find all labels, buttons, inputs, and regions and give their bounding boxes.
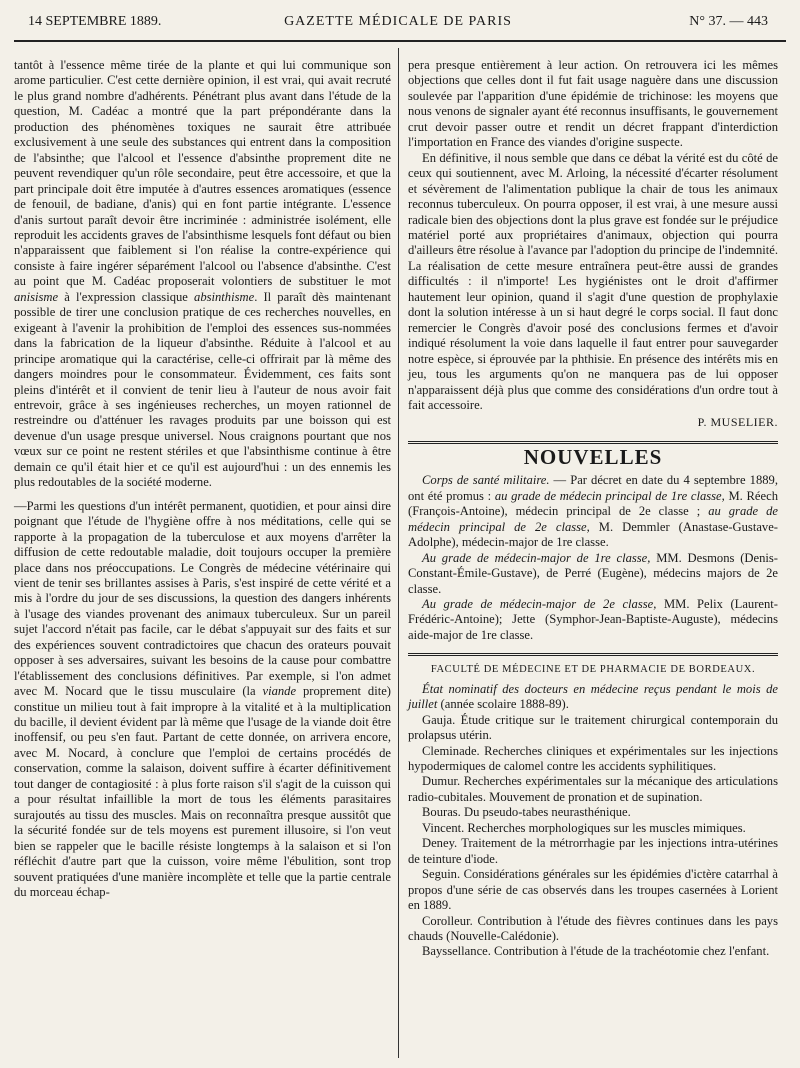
left-column <box>14 58 391 900</box>
major-second-class: Au grade de médecin-major de 2e classe, MM. Pelix (Laurent-Frédéric-Antoine); Jette (Symphor-Jean-Baptiste-Auguste), médecins aide-major de 1re classe. <box>408 596 778 642</box>
signature: P. MUSELIER. <box>697 415 778 430</box>
thesis-item: Corolleur. Contribution à l'étude des fièvres continues dans les pays chauds (Nouvelle-Calédonie). <box>408 913 778 944</box>
etat-nominatif: État nominatif des docteurs en médecine reçus pendant le mois de juillet (année scolaire 1888-89). <box>408 681 778 712</box>
thesis-item: Deney. Traitement de la métrorrhagie par les injections intra-utérines de teinture d'iode. <box>408 836 778 866</box>
theses-list <box>408 713 778 960</box>
page-header <box>28 14 768 36</box>
header-rule <box>14 40 786 42</box>
section-rule-2 <box>408 653 778 656</box>
issue-date: 14 SEPTEMBRE 1889. <box>28 14 162 29</box>
promotions-paragraph: Corps de santé militaire. — Par décret en date du 4 septembre 1889, ont été promus : au grade de médecin principal de 1re classe, M. Réech (François-Antoine), médecin principal de 2e classe ; au grade de médecin principal de 2e classe, M. Demmler (Anastase-Gustave-Adolphe), médecin-major de 1re classe. <box>408 473 778 550</box>
right-column <box>408 58 778 960</box>
continued-paragraph: pera presque entièrement à leur action. On retrouvera ici les mêmes objections que celles dont il fut fait usage naguère dans une discussion soulevée par l'apparition d'une épidémie de trichinose: les moyens que nous venons de signaler ayant été reconnus insuffisants, le gouvernement crut devoir passer outre et rendit un décret frappant d'interdiction l'importation en France des viandes d'origine suspecte. <box>408 58 778 150</box>
thesis-item: Dumur. Recherches expérimentales sur la mécanique des articulations radio-cubitales. Mouvement de pronation et de supination. <box>408 774 778 804</box>
thesis-item: Cleminade. Recherches cliniques et expérimentales sur les injections hypodermiques de calomel contre les accidents syphilitiques. <box>408 743 778 774</box>
thesis-item: Seguin. Considérations générales sur les épidémies d'ictère catarrhal à propos d'une série de cas observés dans les troupes casernées à Lorient en 1889. <box>408 867 778 913</box>
column-divider <box>398 48 399 1058</box>
absinthe-paragraph: tantôt à l'essence même tirée de la plante et qui lui communique son arome particulier. C'est cette dernière opinion, il est vrai, qui avait recruté le plus grand nombre d'adhérents. Pénétrant plus avant dans l'étude de la question, M. Cadéac a montré que la part prépondérante dans la production des phénomènes toxiques ne saurait être attribuée exclusivement à une seule des substances qui entrent dans la composition de l'absinthe; que l'alcool et l'essence d'absinthe proprement dite ne peuvent revendiquer qu'un rôle secondaire, peut être accessoire, et que la part principale doit être imputée à d'autres essences aromatiques (essence de fenouil, de badiane, d'anis) qui en font partie intégrante. L'essence d'anis surtout paraît devoir être incriminée : administrée isolément, elle reproduit les accidents graves de l'absinthisme lesquels font défaut ou bien n'apparaissent que faiblement si l'on réalise la contre-expérience qui consiste à faire ingérer séparément l'alcool ou l'absence d'absinthe. C'est au point que M. Cadéac proposerait volontiers de substituer le mot anisisme à l'expression classique absinthisme. Il paraît dès maintenant possible de tirer une conclusion pratique de ces recherches nouvelles, en exigeant à l'avenir la prohibition de l'emploi des essences sus-nommées dans la fabrication de la liqueur d'absinthe. Réduite à l'alcool et au principe aromatique qui la caractérise, celle-ci offrirait par là même des dangers moindres pour le consommateur. Évidemment, ces faits sont pleins d'intérêt et il convient de tenir lieu à l'auteur de nous avoir fait entrevoir, grâce à ses ingénieuses recherches, un moyen rationnel de restreindre ou d'atténuer les ravages produits par une boisson qui est devenue d'un usage presque universel. Nous craignons pourtant que nos vœux sur ce point ne restent stériles et que l'absinthisme continue à être demain ce qu'il était hier et ce qu'il est aujourd'hui : un des ennemis les plus redoutables de la société moderne. <box>14 58 391 490</box>
page-number: N° 37. — 443 <box>689 14 768 29</box>
section-rule <box>408 441 778 444</box>
thesis-item: Vincent. Recherches morphologiques sur les muscles mimiques. <box>422 820 746 835</box>
faculty-heading: FACULTÉ DE MÉDECINE ET DE PHARMACIE DE BORDEAUX. <box>430 664 756 676</box>
thesis-item: Bouras. Du pseudo-tabes neurasthénique. <box>422 805 631 820</box>
journal-title: GAZETTE MÉDICALE DE PARIS <box>284 14 512 29</box>
thesis-item: Bayssellance. Contribution à l'étude de la trachéotomie chez l'enfant. <box>422 944 770 959</box>
major-first-class: Au grade de médecin-major de 1re classe, MM. Desmons (Denis-Constant-Émile-Gustave), de Perré (Eugène), médecins majors de 2e classe. <box>408 550 778 596</box>
nouvelles-heading: NOUVELLES <box>523 444 663 469</box>
conclusion-paragraph: En définitive, il nous semble que dans ce débat la vérité est du côté de ceux qui soutiennent, avec M. Arloing, la nécessité d'écarter résolument et sévèrement de l'alimentation publique la chair de tous les animaux reconnus tuberculeux. On pourra opposer, il est vrai, à une mesure aussi radicale bien des objections dont la plus grave est fondée sur le préjudice matériel porté aux propriétaires d'animaux, objection qui pourra d'ailleurs être résolue à l'avance par l'adoption du principe de l'indemnité. La réalisation de cette mesure entraînera peut-être aussi de grandes difficultés : il n'importe! Les hygiénistes ont le droit d'affirmer hautement leur opinion, quand il s'agit d'une question de prophylaxie dont la solution intéresse à un si haut degré le corps social. Il faut donc remercier le Congrès d'avoir posé des conclusions fermes et d'avoir indiqué résolument la voie dans laquelle il faut entrer pour sauvegarder notre espèce, si éprouvée par la phthisie. En présence des intérêts mis en jeu, tous les arguments qu'on ne manquera pas de lui opposer n'apparaissent déjà plus que comme des considérations d'un ordre tout à fait accessoire. <box>408 150 778 412</box>
thesis-item: Gauja. Étude critique sur le traitement chirurgical contemporain du prolapsus utérin. <box>408 712 778 743</box>
tuberculosis-paragraph: —Parmi les questions d'un intérêt permanent, quotidien, et pour ainsi dire poignant que l'étude de l'hygiène offre à nos méditations, celle qui se rapporte à la propagation de la tuberculose et aux moyens d'arrêter la diffusion de cette redoutable maladie, doit toujours occuper la première place dans nos préoccupations. Le Congrès de médecine vétérinaire qui vient de tenir ses brillantes assises à Paris, s'est inspiré de cette vérité et a mis à l'ordre du jour de ses discussions, la question des dangers inhérents à l'usage des viandes provenant des animaux tuberculeux. Sur un pareil sujet l'accord n'était pas facile, car le débat s'appuyait sur des faits et sur des expériences souvent contradictoires que chacun des orateurs pouvait opposer à ses adversaires, suivant les besoins de la cause pour combattre l'établissement des conclusions définitives. Par exemple, si l'on admet avec M. Nocard que le tissu musculaire (la viande proprement dite) constitue un milieu tout à fait impropre à la vitalité et à la multiplication du bacille, il devient évident par là même que l'usage de la viande doit être inoffensif, ou peu s'en faut. Partant de cette donnée, on arrivera encore, avec M. Nocard, à conclure que l'emploi de certains procédés de conservation, comme la salaison, doivent suffire à écarter définitivement tout danger de contagiosité : à plus forte raison s'il s'agit de la cuisson qui a pour résultat infaillible la mort de tous les éléments parasitaires surajoutés au tissu des muscles. Mais on reconnaîtra presque aussitôt que la sécurité fondée sur de tels moyens est purement illusoire, si l'on veut bien se rappeler que le bacille résiste longtemps à la salaison et si l'on réfléchit d'autre part que la cuisson, voire même l'ébulition, sont trop souvent pratiquées d'une manière incomplète et telle que la partie centrale du morceau échap- <box>14 498 391 900</box>
